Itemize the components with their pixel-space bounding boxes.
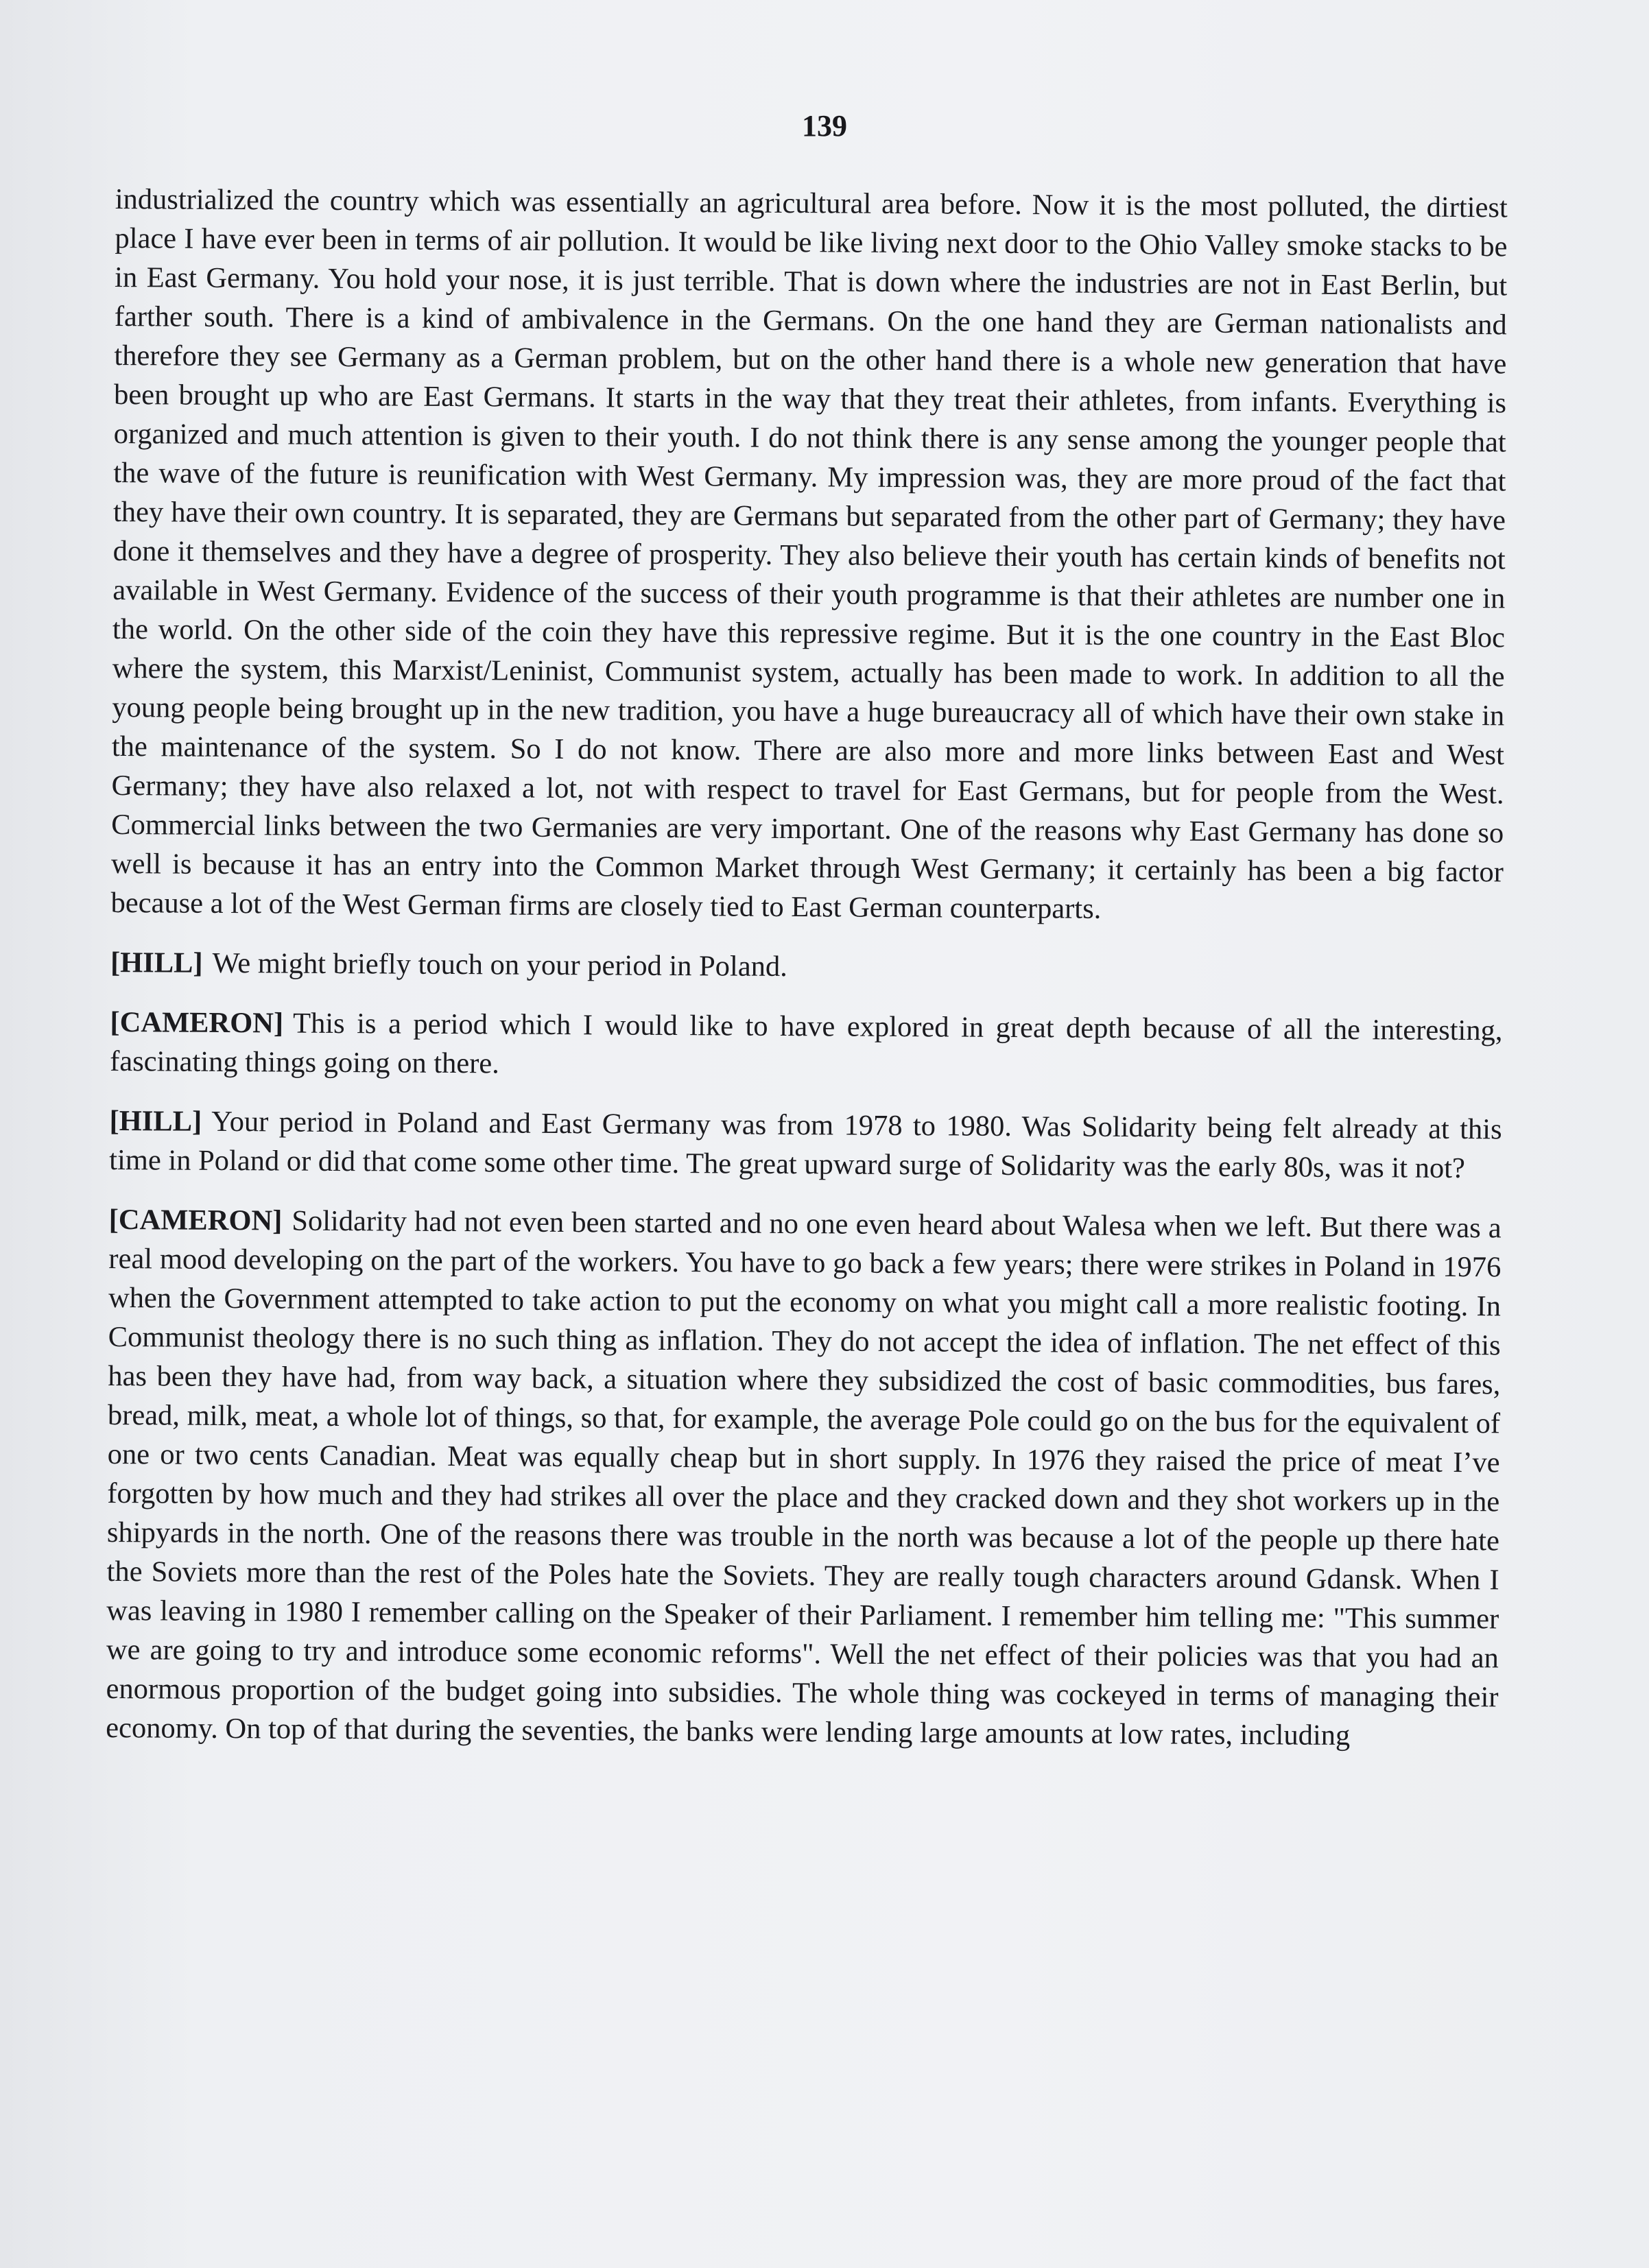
speaker-label: [HILL] [110,946,203,979]
paragraph [109,1101,1502,1188]
paragraph-text: industrialized the country which was essentially an agricultural area before. Now it is the most polluted, the dirtiest place I have ever been in terms of air pollution. It would be like living next door to the Ohio Valley smoke stacks to be in East Germany. You hold your nose, it is just terrible. That is down where the industries are not in East Berlin, but farther south. There is a kind of ambivalence in the Germans. On the one hand they are German nationalists and therefore they see Germany as a German problem, but on the other hand there is a whole new generation that have been brought up who are East Germans. It starts in the way that they treat their athletes, from infants. Everything is organized and much attention is given to their youth. I do not think there is any sense among the younger people that the wave of the future is reunification with West Germany. My impression was, they are more proud of the fact that they have their own country. It is separated, they are Germans but separated from the other part of Germany; they have done it themselves and they have a degree of prosperity. They also believe their youth has certain kinds of benefits not available in West Germany. Evidence of the success of their youth programme is that their athletes are number one in the world. On the other side of the coin they have this repressive regime. But it is the one country in the East Bloc where the system, this Marxist/Leninist, Communist system, actually has been made to work. In addition to all the young people being brought up in the new tradition, you have a huge bureaucracy all of which have their own stake in the maintenance of the system. So I do not know. There are also more and more links between East and West Germany; they have also relaxed a lot, not with respect to travel for East Germans, but for people from the West. Commercial links between the two Germanies are very important. One of the reasons why East Germany has done so well is because it has an entry into the Common Market through West Germany; it certainly has been a big factor because a lot of the West German firms are closely tied to East German counterparts. [110,182,1508,925]
paragraph-text: We might briefly touch on your period in Poland. [212,946,787,983]
paragraph [110,943,1503,990]
transcript-body [106,180,1508,1776]
page-number: 139 [802,109,847,143]
speaker-label: [HILL] [109,1104,202,1138]
speaker-label: [CAMERON] [108,1203,283,1237]
paragraph [110,180,1508,931]
paragraph-text: Your period in Poland and East Germany was from 1978 to 1980. Was Solidarity being felt already at this time in Poland or did that come some other time. The great upward surge of Solidarity was the early 80s, was it not? [109,1105,1502,1185]
paragraph-text: Solidarity had not even been started and no one even heard about Walesa when we left. But there was a real mood developing on the part of the workers. You have to go back a few years; there were strikes in Poland in 1976 when the Government attempted to take action to put the economy on what you might call a more realistic footing. In Communist theology there is no such thing as inflation. They do not accept the idea of inflation. The net effect of this has been they have had, from way back, a situation where they subsidized the cost of basic commodities, bus fares, bread, milk, meat, a whole lot of things, so that, for example, the average Pole could go on the bus for the equivalent of one or two cents Canadian. Meat was equally cheap but in short supply. In 1976 they raised the price of meat I’ve forgotten by how much and they had strikes all over the place and they cracked down and they shot workers up in the shipyards in the north. One of the reasons there was trouble in the north was because a lot of the people up there hate the Soviets more than the rest of the Poles hate the Soviets. They are really tough characters around Gdansk. When I was leaving in 1980 I remember calling on the Speaker of their Parliament. I remember him telling me: "This summer we are going to try and introduce some economic reforms". Well the net effect of their policies was that you had an enormous proportion of the budget going into subsidies. The whole thing was cockeyed in terms of managing their economy. On top of that during the seventies, the banks were lending large amounts at low rates, including [106,1204,1502,1752]
speaker-label: [CAMERON] [110,1005,284,1040]
paragraph [110,1003,1503,1089]
paragraph [106,1200,1502,1756]
paragraph-text: This is a period which I would like to have explored in great depth because of all the interesting, fascinating things going on there. [110,1007,1503,1080]
